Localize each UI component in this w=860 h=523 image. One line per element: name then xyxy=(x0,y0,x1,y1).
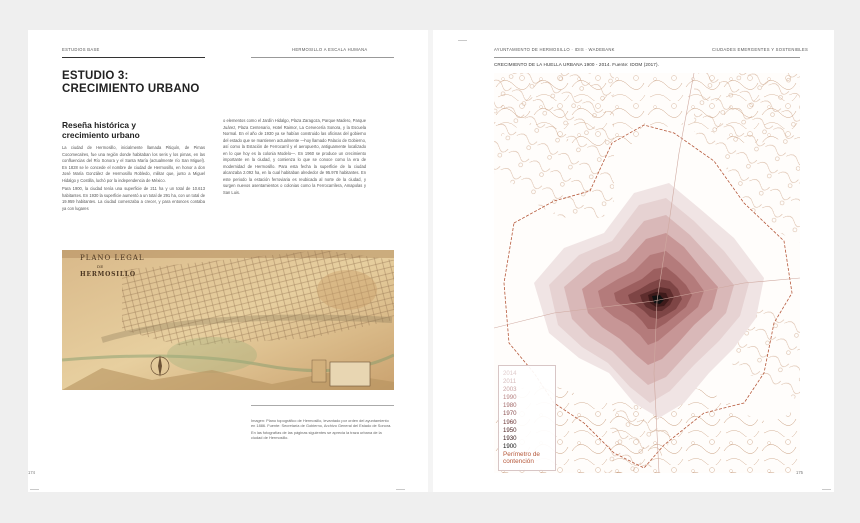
page-title xyxy=(62,70,200,95)
right-page xyxy=(433,30,834,492)
running-header-left: AYUNTAMIENTO DE HERMOSILLO · IDIS · WADEBANK xyxy=(494,47,615,52)
map-label-3: HERMOSILLO xyxy=(80,271,136,278)
legend-item-2011: 2011 xyxy=(503,378,517,386)
header-rule-right xyxy=(251,57,394,58)
running-header-left: ESTUDIOS BASE xyxy=(62,47,100,52)
title-line-1: ESTUDIO 3: xyxy=(62,70,129,82)
left-page xyxy=(28,30,428,492)
legend-item-1930: 1930 xyxy=(503,434,517,442)
subtitle-line-1: Reseña histórica y xyxy=(62,120,137,130)
caption-rule xyxy=(251,405,394,406)
image-caption xyxy=(251,418,394,442)
paragraph: o elementos como el Jardín Hidalgo, Plaza Zaragoza, Parque Madero, Parque Juárez, Plaza Centenario, Hotel Raimor, La Cervecería Sonora, y la Escuela Normal. En el año de 1930 ya se habían construido las oficinas del gobierno del estado que se mantienen actualmente —hoy llamado Palacio de Gobierno, así como la Estación de Ferrocarril y el aeropuerto, antiguamente localizado en lo que hoy es la colonia Modelo—. En 1960 se produce un crecimiento importante en la ciudad, y comienza lo que se conoce como la era de modernidad de Hermosillo. Para esta fecha la superficie de la ciudad alcanzaba 2.092 ha, en la cual habitaban alrededor de 95.978 habitantes. En este periodo la estación ferroviaria es reubicada al norte de la ciudad, y surgen nuevos asentamientos o colonias como la Ferrocarrilera, Amapolas y San Luis. xyxy=(223,118,366,195)
paragraph: La ciudad de Hermosillo, inicialmente llamada Pitiquín, de Pimas Cocomecalres, fue una región donde habitaban los seris y los pimas, en las confluencias del Río Sonora y el Santa María (actualmente río San Miguel). En 1828 se le concede el nombre de ciudad de Hermosillo, en honor a don José María González de Hermosillo Robledo, militar que, junto a Miguel Hidalgo y Costilla, luchó por la independencia de México. xyxy=(62,145,205,183)
crop-mark xyxy=(30,489,39,490)
legend-item-1970: 1970 xyxy=(503,410,517,418)
caption-paragraph: En las fotografías de las páginas siguientes se aprecia la traza urbana de la ciudad de Hermosillo. xyxy=(251,429,382,441)
crop-mark xyxy=(458,40,467,41)
subtitle-line-2: crecimiento urbano xyxy=(62,130,140,140)
crop-mark xyxy=(822,489,831,490)
map-label-2: DE xyxy=(97,264,104,269)
section-heading xyxy=(62,120,192,140)
book-spread xyxy=(28,30,834,492)
paragraph: Para 1900, la ciudad tenía una superficie de 211 ha y un total de 10.613 habitantes. En 1930 la superficie aumentó a un total de 291 ha, con un total de 19.959 habitantes. La ciudad comenzaba a crecer, y para entonces contaba ya con lugares xyxy=(62,186,205,211)
legend-item-1980: 1980 xyxy=(503,402,517,410)
caption-paragraph: Imagen: Plano topográfico de Hermosillo, levantado por orden del ayuntamiento en 1886. Fuente: Secretaría de Gobierno, Archivo General del Estado de Sonora. xyxy=(251,418,392,429)
map-label-1: PLANO LEGAL xyxy=(80,254,145,262)
crop-mark xyxy=(396,489,405,490)
figure-title: CRECIMIENTO DE LA HUELLA URBANA 1900 - 2014. Fuente: IDOM (2017). xyxy=(494,62,659,67)
page-number-right: 175 xyxy=(796,470,803,475)
legend-item-perimeter: Perímetro de contención xyxy=(503,450,540,465)
historic-map-image xyxy=(62,250,394,390)
historic-map-illustration xyxy=(62,250,394,390)
legend-item-1900: 1900 xyxy=(503,442,517,450)
legend-item-1990: 1990 xyxy=(503,394,517,402)
page-number-left: 174 xyxy=(28,470,35,475)
legend-item-1960: 1960 xyxy=(503,418,517,426)
text-column-1 xyxy=(62,145,205,214)
legend-item-2003: 2003 xyxy=(503,386,517,394)
legend-item-2014: 2014 xyxy=(503,370,517,377)
urban-growth-map xyxy=(494,73,800,473)
header-rule xyxy=(494,57,800,58)
running-header-right: HERMOSILLO A ESCALA HUMANA xyxy=(292,47,368,52)
text-column-2 xyxy=(223,118,366,198)
header-rule xyxy=(62,57,205,58)
map-legend xyxy=(498,365,556,471)
legend-item-1950: 1950 xyxy=(503,426,517,434)
title-line-2: CRECIMIENTO URBANO xyxy=(62,82,200,95)
running-header-right: CIUDADES EMERGENTES Y SOSTENIBLES xyxy=(712,47,809,52)
